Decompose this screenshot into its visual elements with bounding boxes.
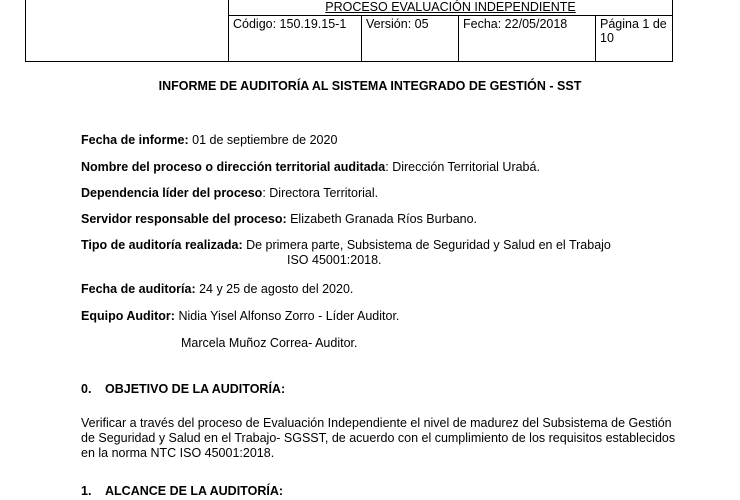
pagina-cell [596, 16, 673, 62]
field-value: De primera parte, Subsistema de Seguridad y Salud en el Trabajo [242, 238, 611, 252]
section-alcance-heading [81, 484, 283, 498]
field-label: Dependencia líder del proceso [81, 186, 263, 200]
section-number: 0. [81, 382, 92, 396]
field-equipo-auditor [81, 309, 399, 323]
document-header-table [25, 0, 673, 62]
logo-cell [26, 0, 229, 62]
field-value: : Directora Territorial. [262, 186, 379, 200]
tipo-auditoria-line2: ISO 45001:2018. [287, 253, 382, 267]
field-value: : Dirección Territorial Urabá. [385, 160, 540, 174]
field-value: 24 y 25 de agosto del 2020. [195, 282, 354, 296]
process-title: PROCESO EVALUACIÓN INDEPENDIENTE [229, 0, 673, 16]
field-value: Nidia Yisel Alfonso Zorro - Líder Auditor. [174, 309, 400, 323]
document-title: INFORME DE AUDITORÍA AL SISTEMA INTEGRADO DE GESTIÓN - SST [158, 79, 582, 93]
version-cell: Versión: 05 [362, 16, 459, 62]
section-objetivo-text: Verificar a través del proceso de Evaluación Independiente el nivel de madurez del Subsistema de Gestión de Seguridad y Salud en el Trabajo- SGSST, de acuerdo con el cumplimiento de los requisitos establecidos en la norma NTC ISO 45001:2018. [81, 416, 676, 460]
field-label: Equipo Auditor: [81, 309, 175, 323]
field-fecha-informe [81, 133, 337, 147]
pagina-line1: Página 1 de [600, 17, 667, 31]
field-label: Servidor responsable del proceso: [81, 212, 287, 226]
field-label: Fecha de informe: [81, 133, 189, 147]
field-fecha-auditoria [81, 282, 353, 296]
section-title: ALCANCE DE LA AUDITORÍA: [105, 484, 284, 498]
field-nombre-proceso [81, 160, 540, 174]
field-servidor [81, 212, 477, 226]
field-dependencia [81, 186, 378, 200]
field-tipo-auditoria [81, 238, 611, 252]
field-value: 01 de septiembre de 2020 [188, 133, 338, 147]
section-number: 1. [81, 484, 92, 498]
codigo-cell: Código: 150.19.15-1 [229, 16, 362, 62]
equipo-auditor-line2: Marcela Muñoz Correa- Auditor. [181, 336, 358, 350]
field-label: Nombre del proceso o dirección territorial auditada [81, 160, 386, 174]
fecha-cell: Fecha: 22/05/2018 [459, 16, 596, 62]
section-title: OBJETIVO DE LA AUDITORÍA: [105, 382, 286, 396]
field-label: Fecha de auditoría: [81, 282, 196, 296]
pagina-line2: 10 [600, 31, 614, 45]
field-value: Elizabeth Granada Ríos Burbano. [286, 212, 478, 226]
section-objetivo-heading [81, 382, 285, 396]
field-label: Tipo de auditoría realizada: [81, 238, 243, 252]
